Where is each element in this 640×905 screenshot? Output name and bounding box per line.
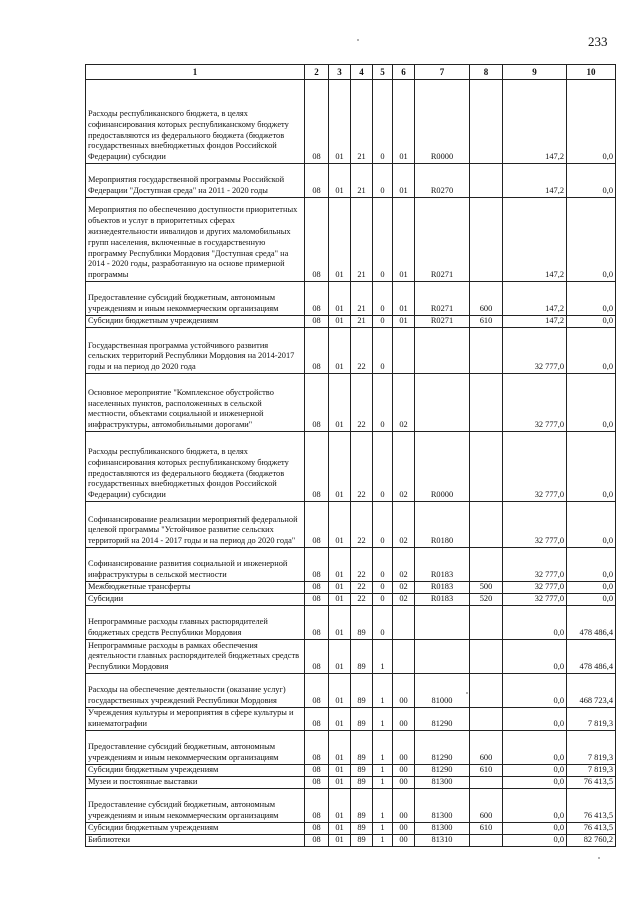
row-cell-c2: 08 (305, 582, 329, 594)
table-row (86, 730, 616, 764)
row-cell-c8 (470, 432, 503, 502)
row-cell-c10: 0,0 (567, 594, 616, 606)
row-name-cell (86, 764, 305, 776)
row-cell-c5: 1 (373, 834, 393, 846)
row-cell-c8 (470, 640, 503, 674)
row-cell-c8 (470, 164, 503, 198)
row-cell-c2: 08 (305, 198, 329, 282)
scan-speck (466, 692, 468, 694)
row-cell-c4: 22 (351, 374, 373, 432)
table-row (86, 328, 616, 374)
row-cell-c9: 0,0 (503, 708, 567, 731)
row-cell-c2: 08 (305, 822, 329, 834)
header-col-3: 3 (329, 65, 351, 80)
table-row (86, 822, 616, 834)
row-name-cell (86, 502, 305, 548)
row-cell-c5: 1 (373, 788, 393, 822)
row-name: Софинансирование развития социальной и инженерной инфраструктуры в сельской местности (88, 559, 288, 580)
row-cell-c10: 0,0 (567, 164, 616, 198)
row-cell-c2: 08 (305, 606, 329, 640)
row-cell-c2: 08 (305, 776, 329, 788)
table-row (86, 548, 616, 582)
row-cell-c10: 7 819,3 (567, 708, 616, 731)
row-cell-c8: 610 (470, 316, 503, 328)
header-col-6: 6 (393, 65, 415, 80)
row-cell-c8 (470, 834, 503, 846)
row-cell-c5: 0 (373, 198, 393, 282)
row-name: Предоставление субсидий бюджетным, автономным учреждениям и иным некоммерческим организациям (88, 293, 279, 314)
row-cell-c6: 02 (393, 374, 415, 432)
row-name: Предоставление субсидий бюджетным, автономным учреждениям и иным некоммерческим организациям (88, 742, 279, 762)
row-cell-c6: 00 (393, 834, 415, 846)
row-cell-c8 (470, 674, 503, 708)
row-cell-c4: 22 (351, 502, 373, 548)
row-name: Межбюджетные трансферты (88, 582, 191, 592)
row-cell-c10: 0,0 (567, 502, 616, 548)
table-row (86, 316, 616, 328)
row-cell-c3: 01 (329, 606, 351, 640)
row-cell-c10: 0,0 (567, 316, 616, 328)
table-row (86, 708, 616, 731)
row-name: Предоставление субсидий бюджетным, автономным учреждениям и иным некоммерческим организациям (88, 800, 279, 820)
row-cell-c2: 08 (305, 788, 329, 822)
row-cell-c5: 0 (373, 374, 393, 432)
row-cell-c6: 00 (393, 764, 415, 776)
row-cell-c6: 01 (393, 198, 415, 282)
row-cell-c10: 0,0 (567, 582, 616, 594)
row-cell-c9: 0,0 (503, 788, 567, 822)
row-cell-c5: 0 (373, 80, 393, 164)
row-cell-c3: 01 (329, 374, 351, 432)
budget-table (85, 64, 616, 847)
row-cell-c3: 01 (329, 730, 351, 764)
row-name-cell (86, 198, 305, 282)
row-name-cell (86, 80, 305, 164)
row-name: Непрограммные расходы главных распорядителей бюджетных средств Республики Мордовия (88, 617, 268, 638)
row-cell-c4: 89 (351, 708, 373, 731)
row-cell-c2: 08 (305, 164, 329, 198)
row-cell-c2: 08 (305, 730, 329, 764)
row-cell-c5: 1 (373, 764, 393, 776)
table-body (86, 80, 616, 847)
table-row (86, 674, 616, 708)
row-cell-c7: 81300 (415, 788, 470, 822)
row-cell-c5: 1 (373, 708, 393, 731)
table-row (86, 432, 616, 502)
row-name-cell (86, 730, 305, 764)
row-cell-c9: 32 777,0 (503, 594, 567, 606)
table-row (86, 80, 616, 164)
row-cell-c9: 0,0 (503, 730, 567, 764)
row-name: Мероприятия по обеспечению доступности приоритетных объектов и услуг в приоритетных сферах жизнедеятельности инвалидов и других маломобильных групп населения, включенные в государственную программу Республики Мордовия "Доступная среда" на 2014 - 2020 годы, разработанную на основе примерной программы (88, 205, 298, 280)
row-name: Субсидии бюджетным учреждениям (88, 316, 219, 326)
row-cell-c5: 1 (373, 730, 393, 764)
row-cell-c4: 89 (351, 788, 373, 822)
row-cell-c7: 81300 (415, 822, 470, 834)
row-name-cell (86, 788, 305, 822)
header-col-8: 8 (470, 65, 503, 80)
row-cell-c2: 08 (305, 80, 329, 164)
row-cell-c7: 81310 (415, 834, 470, 846)
row-cell-c10: 0,0 (567, 374, 616, 432)
row-name-cell (86, 606, 305, 640)
row-cell-c7: 81290 (415, 708, 470, 731)
row-cell-c9: 0,0 (503, 674, 567, 708)
row-cell-c6: 01 (393, 164, 415, 198)
row-cell-c9: 147,2 (503, 316, 567, 328)
row-cell-c7: 81290 (415, 730, 470, 764)
row-cell-c8: 600 (470, 282, 503, 316)
table-row (86, 282, 616, 316)
row-cell-c9: 147,2 (503, 80, 567, 164)
row-name: Библиотеки (88, 834, 131, 844)
row-name-cell (86, 640, 305, 674)
row-cell-c10: 76 413,5 (567, 788, 616, 822)
row-cell-c5: 0 (373, 594, 393, 606)
row-cell-c3: 01 (329, 328, 351, 374)
row-cell-c3: 01 (329, 594, 351, 606)
row-name: Субсидии бюджетным учреждениям (88, 764, 219, 774)
row-cell-c10: 478 486,4 (567, 606, 616, 640)
row-cell-c8: 600 (470, 730, 503, 764)
row-cell-c7: 81290 (415, 764, 470, 776)
row-name: Непрограммные расходы в рамках обеспечения деятельности главных распорядителей бюджетных средств Республики Мордовия (88, 640, 300, 672)
row-cell-c10: 0,0 (567, 80, 616, 164)
row-cell-c9: 32 777,0 (503, 374, 567, 432)
row-cell-c2: 08 (305, 764, 329, 776)
row-cell-c9: 147,2 (503, 198, 567, 282)
row-cell-c4: 21 (351, 198, 373, 282)
row-name-cell (86, 374, 305, 432)
row-cell-c5: 1 (373, 776, 393, 788)
row-name-cell (86, 776, 305, 788)
row-cell-c6: 02 (393, 582, 415, 594)
row-cell-c2: 08 (305, 502, 329, 548)
row-cell-c4: 89 (351, 606, 373, 640)
header-col-2: 2 (305, 65, 329, 80)
row-cell-c8: 520 (470, 594, 503, 606)
row-cell-c6: 00 (393, 674, 415, 708)
row-cell-c4: 89 (351, 764, 373, 776)
header-col-10: 10 (567, 65, 616, 80)
row-cell-c6: 02 (393, 594, 415, 606)
row-cell-c4: 21 (351, 164, 373, 198)
row-cell-c9: 0,0 (503, 640, 567, 674)
row-cell-c4: 89 (351, 822, 373, 834)
row-name-cell (86, 432, 305, 502)
row-cell-c6: 00 (393, 708, 415, 731)
row-cell-c10: 0,0 (567, 328, 616, 374)
row-cell-c2: 08 (305, 316, 329, 328)
row-cell-c8 (470, 328, 503, 374)
row-cell-c5: 0 (373, 606, 393, 640)
row-cell-c4: 89 (351, 640, 373, 674)
row-cell-c4: 89 (351, 834, 373, 846)
row-cell-c3: 01 (329, 708, 351, 731)
row-cell-c9: 147,2 (503, 164, 567, 198)
row-cell-c8: 500 (470, 582, 503, 594)
row-cell-c2: 08 (305, 674, 329, 708)
row-name: Расходы республиканского бюджета, в целях софинансирования которых республиканскому бюджету предоставляются из федерального бюджета (бюджетов государственных внебюджетных фондов Российской Федерации) субсидии (88, 109, 289, 162)
row-name-cell (86, 594, 305, 606)
row-cell-c7: R0271 (415, 282, 470, 316)
header-col-1: 1 (86, 65, 305, 80)
row-cell-c7: R0183 (415, 594, 470, 606)
row-cell-c10: 7 819,3 (567, 764, 616, 776)
row-name-cell (86, 822, 305, 834)
page-number: 233 (588, 34, 608, 49)
row-cell-c4: 22 (351, 328, 373, 374)
row-cell-c9: 32 777,0 (503, 548, 567, 582)
row-cell-c2: 08 (305, 594, 329, 606)
table-row (86, 776, 616, 788)
row-cell-c3: 01 (329, 282, 351, 316)
row-name-cell (86, 674, 305, 708)
row-cell-c4: 89 (351, 730, 373, 764)
row-name: Субсидии (88, 594, 124, 604)
row-cell-c6: 00 (393, 730, 415, 764)
row-cell-c3: 01 (329, 640, 351, 674)
row-cell-c10: 0,0 (567, 548, 616, 582)
row-cell-c3: 01 (329, 788, 351, 822)
row-name: Софинансирование реализации мероприятий федеральной целевой программы "Устойчивое развитие сельских территорий на 2014 - 2017 годы и на период до 2020 года" (88, 514, 298, 546)
row-name-cell (86, 328, 305, 374)
row-cell-c3: 01 (329, 198, 351, 282)
row-cell-c9: 0,0 (503, 776, 567, 788)
row-cell-c8 (470, 708, 503, 731)
row-cell-c3: 01 (329, 764, 351, 776)
table-header-row (86, 65, 616, 80)
row-cell-c3: 01 (329, 502, 351, 548)
table-row (86, 788, 616, 822)
row-cell-c2: 08 (305, 708, 329, 731)
row-cell-c7: R0183 (415, 582, 470, 594)
row-cell-c7: R0270 (415, 164, 470, 198)
table-row (86, 164, 616, 198)
row-cell-c7 (415, 606, 470, 640)
row-cell-c3: 01 (329, 164, 351, 198)
row-cell-c3: 01 (329, 432, 351, 502)
row-cell-c6: 01 (393, 316, 415, 328)
row-cell-c8: 610 (470, 822, 503, 834)
row-name-cell (86, 164, 305, 198)
row-cell-c4: 22 (351, 582, 373, 594)
row-cell-c6 (393, 328, 415, 374)
row-cell-c10: 76 413,5 (567, 776, 616, 788)
row-name: Музеи и постоянные выставки (88, 776, 198, 786)
row-cell-c7 (415, 374, 470, 432)
row-name-cell (86, 582, 305, 594)
row-cell-c4: 22 (351, 594, 373, 606)
row-name-cell (86, 708, 305, 731)
table-row (86, 640, 616, 674)
row-cell-c10: 468 723,4 (567, 674, 616, 708)
row-cell-c7: R0271 (415, 316, 470, 328)
row-cell-c3: 01 (329, 776, 351, 788)
row-cell-c8 (470, 776, 503, 788)
row-cell-c3: 01 (329, 834, 351, 846)
row-cell-c2: 08 (305, 640, 329, 674)
row-cell-c7: R0000 (415, 80, 470, 164)
row-cell-c10: 0,0 (567, 282, 616, 316)
row-name-cell (86, 316, 305, 328)
table-row (86, 834, 616, 846)
row-cell-c2: 08 (305, 834, 329, 846)
table-row (86, 582, 616, 594)
row-cell-c8: 610 (470, 764, 503, 776)
row-cell-c6: 00 (393, 788, 415, 822)
row-cell-c5: 0 (373, 432, 393, 502)
row-cell-c9: 0,0 (503, 822, 567, 834)
row-cell-c6: 01 (393, 282, 415, 316)
row-cell-c9: 32 777,0 (503, 432, 567, 502)
row-cell-c7: 81000 (415, 674, 470, 708)
row-name: Субсидии бюджетным учреждениям (88, 822, 219, 832)
table-row (86, 198, 616, 282)
row-cell-c7: R0180 (415, 502, 470, 548)
row-cell-c3: 01 (329, 582, 351, 594)
table-row (86, 764, 616, 776)
row-cell-c10: 76 413,5 (567, 822, 616, 834)
row-cell-c4: 22 (351, 548, 373, 582)
row-cell-c2: 08 (305, 374, 329, 432)
row-cell-c8 (470, 80, 503, 164)
row-name: Расходы республиканского бюджета, в целях софинансирования которых республиканскому бюджету предоставляются из федерального бюджета (бюджетов государственных внебюджетных фондов Российской Федерации) субсидии (88, 447, 289, 500)
row-cell-c7: R0271 (415, 198, 470, 282)
row-cell-c10: 0,0 (567, 432, 616, 502)
row-name: Мероприятия государственной программы Российской Федерации "Доступная среда" на 2011 - 2020 годы (88, 175, 285, 196)
row-cell-c8 (470, 198, 503, 282)
row-name: Основное мероприятие "Комплексное обустройство населенных пунктов, расположенных в сельской местности, объектами социальной и инженерной инфраструктуры, автомобильными дорогами" (88, 387, 274, 430)
row-cell-c4: 22 (351, 432, 373, 502)
row-cell-c7: R0000 (415, 432, 470, 502)
row-cell-c6: 02 (393, 502, 415, 548)
row-cell-c6 (393, 606, 415, 640)
row-cell-c5: 1 (373, 822, 393, 834)
row-cell-c8: 600 (470, 788, 503, 822)
row-name-cell (86, 548, 305, 582)
row-cell-c10: 478 486,4 (567, 640, 616, 674)
row-cell-c9: 147,2 (503, 282, 567, 316)
row-cell-c8 (470, 374, 503, 432)
row-cell-c6: 02 (393, 548, 415, 582)
row-cell-c5: 0 (373, 282, 393, 316)
row-cell-c5: 0 (373, 548, 393, 582)
row-cell-c4: 21 (351, 316, 373, 328)
row-cell-c2: 08 (305, 282, 329, 316)
row-cell-c10: 82 760,2 (567, 834, 616, 846)
header-col-4: 4 (351, 65, 373, 80)
row-cell-c5: 1 (373, 674, 393, 708)
row-cell-c4: 89 (351, 776, 373, 788)
row-cell-c5: 1 (373, 640, 393, 674)
row-cell-c6 (393, 640, 415, 674)
scan-speck (357, 39, 359, 41)
row-cell-c2: 08 (305, 328, 329, 374)
row-cell-c7 (415, 328, 470, 374)
row-cell-c8 (470, 606, 503, 640)
row-cell-c6: 01 (393, 80, 415, 164)
row-cell-c2: 08 (305, 432, 329, 502)
row-name: Расходы на обеспечение деятельности (оказание услуг) государственных учреждений Республики Мордовия (88, 685, 286, 706)
row-cell-c3: 01 (329, 316, 351, 328)
row-cell-c6: 00 (393, 822, 415, 834)
row-cell-c2: 08 (305, 548, 329, 582)
row-name: Государственная программа устойчивого развития сельских территорий Республики Мордовия на 2014-2017 годы и на период до 2020 года (88, 340, 295, 372)
row-cell-c3: 01 (329, 674, 351, 708)
row-cell-c9: 0,0 (503, 834, 567, 846)
row-cell-c4: 21 (351, 282, 373, 316)
row-cell-c10: 0,0 (567, 198, 616, 282)
row-cell-c4: 21 (351, 80, 373, 164)
row-cell-c5: 0 (373, 328, 393, 374)
header-col-9: 9 (503, 65, 567, 80)
row-name-cell (86, 282, 305, 316)
row-cell-c3: 01 (329, 548, 351, 582)
scan-speck (598, 857, 600, 859)
row-cell-c10: 7 819,3 (567, 730, 616, 764)
row-cell-c7: R0183 (415, 548, 470, 582)
header-col-7: 7 (415, 65, 470, 80)
row-cell-c9: 32 777,0 (503, 328, 567, 374)
row-cell-c9: 0,0 (503, 606, 567, 640)
row-cell-c8 (470, 548, 503, 582)
row-cell-c6: 02 (393, 432, 415, 502)
row-cell-c4: 89 (351, 674, 373, 708)
table-row (86, 502, 616, 548)
row-cell-c9: 0,0 (503, 764, 567, 776)
table-row (86, 594, 616, 606)
row-cell-c8 (470, 502, 503, 548)
row-cell-c6: 00 (393, 776, 415, 788)
row-cell-c5: 0 (373, 164, 393, 198)
row-name-cell (86, 834, 305, 846)
row-cell-c3: 01 (329, 822, 351, 834)
row-name: Учреждения культуры и мероприятия в сфере культуры и кинематографии (88, 708, 294, 728)
row-cell-c5: 0 (373, 582, 393, 594)
row-cell-c7 (415, 640, 470, 674)
header-col-5: 5 (373, 65, 393, 80)
row-cell-c5: 0 (373, 502, 393, 548)
row-cell-c7: 81300 (415, 776, 470, 788)
row-cell-c9: 32 777,0 (503, 502, 567, 548)
table-row (86, 374, 616, 432)
row-cell-c9: 32 777,0 (503, 582, 567, 594)
table-row (86, 606, 616, 640)
row-cell-c5: 0 (373, 316, 393, 328)
row-cell-c3: 01 (329, 80, 351, 164)
